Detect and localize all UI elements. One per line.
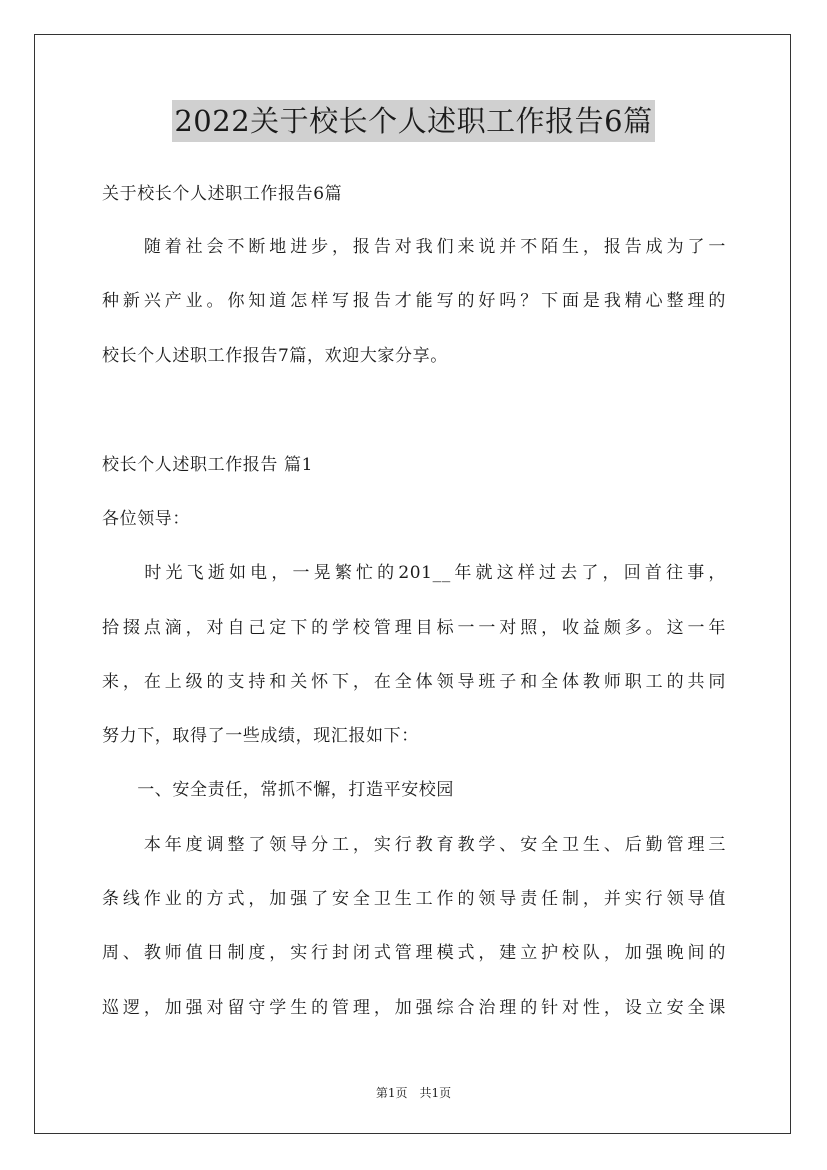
paragraph-line: 来，在上级的支持和关怀下，在全体领导班子和全体教师职工的共同	[102, 672, 726, 692]
section-heading: 校长个人述职工作报告 篇1	[102, 455, 314, 475]
document-subtitle: 关于校长个人述职工作报告6篇	[102, 184, 343, 204]
title-container	[0, 100, 827, 142]
paragraph-line: 努力下，取得了一些成绩，现汇报如下：	[102, 726, 419, 746]
point-heading: 一、安全责任，常抓不懈，打造平安校园	[102, 780, 454, 800]
paragraph-line: 条线作业的方式，加强了安全卫生工作的领导责任制，并实行领导值	[102, 889, 726, 909]
paragraph-line: 拾掇点滴，对自己定下的学校管理目标一一对照，收益颇多。这一年	[102, 618, 726, 638]
paragraph-line: 本年度调整了领导分工，实行教育教学、安全卫生、后勤管理三	[102, 835, 726, 855]
salutation: 各位领导：	[102, 509, 190, 529]
intro-line: 校长个人述职工作报告7篇，欢迎大家分享。	[102, 346, 448, 366]
paragraph-line: 巡逻，加强对留守学生的管理，加强综合治理的针对性，设立安全课	[102, 998, 726, 1018]
intro-line: 种新兴产业。你知道怎样写报告才能写的好吗？下面是我精心整理的	[102, 291, 726, 311]
page-number: 第1页 共1页	[375, 1086, 452, 1100]
intro-line: 随着社会不断地进步，报告对我们来说并不陌生，报告成为了一	[102, 237, 726, 257]
paragraph-line: 周、教师值日制度，实行封闭式管理模式，建立护校队，加强晚间的	[102, 943, 726, 963]
paragraph-line: 时光飞逝如电，一晃繁忙的201__年就这样过去了，回首往事，	[102, 563, 726, 583]
document-title: 2022关于校长个人述职工作报告6篇	[172, 100, 654, 142]
